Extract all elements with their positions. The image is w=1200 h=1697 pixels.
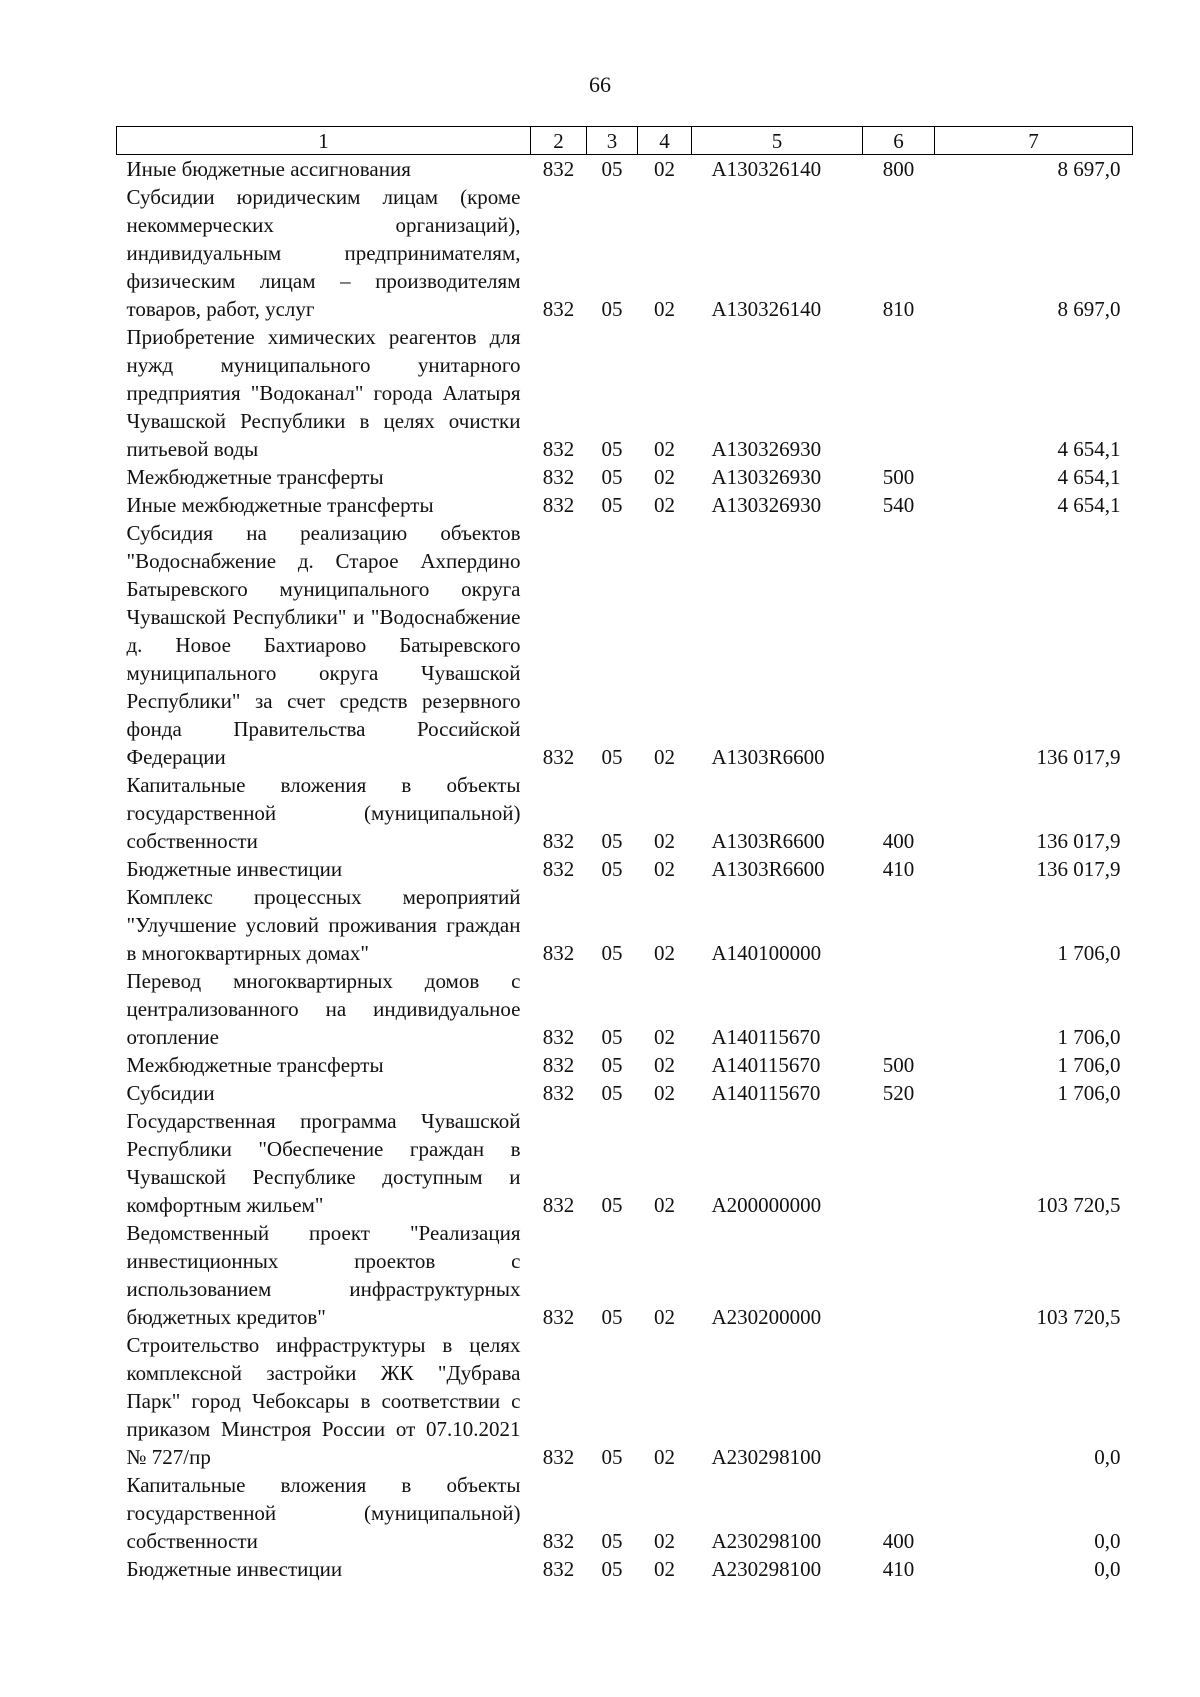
row-subsection-code: 02 (654, 857, 675, 881)
row-subsection-code: 02 (654, 941, 675, 965)
row-name-cell: Субсидия на реализацию объектов "Водоснабжение д. Старое Ахпердино Батыревского муниципального округа Чувашской Республики" и "Водоснабжение д. Новое Бахтиарово Батыревского муниципального округа Чувашской Республики" за счет средств резервного фонда Правительства Российской Федерации (126, 521, 521, 769)
row-expense-type: 410 (882, 1557, 915, 1581)
row-ministry-code: 832 (542, 1081, 575, 1105)
row-target-article: А230298100 (711, 1557, 822, 1581)
row-section-code: 05 (601, 1445, 623, 1469)
row-section-code: 05 (601, 297, 623, 321)
row-ministry-code: 832 (542, 1445, 575, 1469)
row-name-cell: Капитальные вложения в объекты государственной (муниципальной) собственности (126, 773, 521, 853)
header-row (117, 127, 1133, 155)
row-section-code: 05 (601, 465, 623, 489)
header-cell: 2 (531, 127, 587, 155)
row-subsection-code: 02 (654, 465, 675, 489)
row-target-article: А130326930 (711, 465, 822, 489)
row-section-code: 05 (601, 941, 623, 965)
row-section-code: 05 (601, 157, 623, 181)
row-target-article: А130326140 (711, 157, 822, 181)
row-expense-type: 520 (882, 1081, 915, 1105)
row-ministry-code: 832 (542, 465, 575, 489)
row-amount: 4 654,1 (1057, 437, 1121, 461)
row-amount: 136 017,9 (1036, 857, 1121, 881)
row-expense-type: 500 (882, 465, 915, 489)
row-amount: 136 017,9 (1036, 829, 1121, 853)
row-section-code: 05 (601, 745, 623, 769)
row-name-cell: Приобретение химических реагентов для нужд муниципального унитарного предприятия "Водоканал" города Алатыря Чувашской Республики в целях очистки питьевой воды (126, 325, 521, 461)
row-section-code: 05 (601, 1025, 623, 1049)
row-name-cell: Ведомственный проект "Реализация инвестиционных проектов с использованием инфраструктурных бюджетных кредитов" (126, 1221, 521, 1329)
header-cell: 4 (638, 127, 692, 155)
row-target-article: А130326930 (711, 437, 822, 461)
row-name-cell: Бюджетные инвестиции (126, 857, 343, 881)
row-name-cell: Строительство инфраструктуры в целях комплексной застройки ЖК "Дубрава Парк" город Чебоксары в соответствии с приказом Минстроя России от 07.10.2021 № 727/пр (126, 1333, 521, 1469)
row-amount: 8 697,0 (1057, 297, 1121, 321)
row-section-code: 05 (601, 1529, 623, 1553)
row-name-cell: Субсидии юридическим лицам (кроме некоммерческих организаций), индивидуальным предпринимателям, физическим лицам – производителям товаров, работ, услуг (126, 185, 521, 321)
row-section-code: 05 (601, 829, 623, 853)
row-target-article: А130326930 (711, 493, 822, 517)
row-amount: 1 706,0 (1057, 1025, 1121, 1049)
row-target-article: А1303R6600 (711, 745, 825, 769)
row-target-article: А1303R6600 (711, 857, 825, 881)
row-ministry-code: 832 (542, 745, 575, 769)
row-ministry-code: 832 (542, 1305, 575, 1329)
table-row (117, 155, 1133, 184)
row-ministry-code: 832 (542, 1529, 575, 1553)
row-section-code: 05 (601, 493, 623, 517)
table-row (117, 323, 1133, 463)
table-row (117, 1219, 1133, 1331)
row-target-article: А130326140 (711, 297, 822, 321)
row-expense-type: 800 (882, 157, 915, 181)
row-expense-type (863, 1331, 935, 1471)
row-ministry-code: 832 (542, 1193, 575, 1217)
table-row (117, 1107, 1133, 1219)
row-expense-type: 410 (882, 857, 915, 881)
table-row (117, 1555, 1133, 1583)
row-subsection-code: 02 (654, 297, 675, 321)
table-row (117, 463, 1133, 491)
row-expense-type: 500 (882, 1053, 915, 1077)
row-amount: 4 654,1 (1057, 465, 1121, 489)
row-subsection-code: 02 (654, 437, 675, 461)
row-subsection-code: 02 (654, 1025, 675, 1049)
row-amount: 103 720,5 (1036, 1305, 1121, 1329)
table-row (117, 771, 1133, 855)
row-name-cell: Капитальные вложения в объекты государственной (муниципальной) собственности (126, 1473, 521, 1553)
row-name-cell: Государственная программа Чувашской Республики "Обеспечение граждан в Чувашской Республике доступным и комфортным жильем" (126, 1109, 521, 1217)
header-cell: 3 (587, 127, 638, 155)
row-target-article: А140115670 (711, 1081, 821, 1105)
row-subsection-code: 02 (654, 493, 675, 517)
row-ministry-code: 832 (542, 1053, 575, 1077)
row-name-cell: Бюджетные инвестиции (126, 1557, 343, 1581)
row-section-code: 05 (601, 1053, 623, 1077)
row-amount: 0,0 (1094, 1529, 1121, 1553)
table-body (117, 155, 1133, 1584)
row-section-code: 05 (601, 1557, 623, 1581)
row-target-article: А230200000 (711, 1305, 822, 1329)
row-name-cell: Перевод многоквартирных домов с централизованного на индивидуальное отопление (126, 969, 521, 1049)
row-target-article: А1303R6600 (711, 829, 825, 853)
row-subsection-code: 02 (654, 157, 675, 181)
row-subsection-code: 02 (654, 1081, 675, 1105)
table-row (117, 519, 1133, 771)
row-amount: 103 720,5 (1036, 1193, 1121, 1217)
row-subsection-code: 02 (654, 1305, 675, 1329)
row-amount: 1 706,0 (1057, 941, 1121, 965)
row-ministry-code: 832 (542, 1025, 575, 1049)
row-name-cell: Комплекс процессных мероприятий "Улучшение условий проживания граждан в многоквартирных домах" (126, 885, 521, 965)
row-subsection-code: 02 (654, 1193, 675, 1217)
row-expense-type (863, 1107, 935, 1219)
row-name-cell: Межбюджетные трансферты (126, 465, 384, 489)
row-name-cell: Иные межбюджетные трансферты (126, 493, 434, 517)
row-amount: 4 654,1 (1057, 493, 1121, 517)
row-ministry-code: 832 (542, 941, 575, 965)
table-row (117, 967, 1133, 1051)
row-ministry-code: 832 (542, 157, 575, 181)
row-expense-type (863, 967, 935, 1051)
row-ministry-code: 832 (542, 829, 575, 853)
row-target-article: А140115670 (711, 1053, 821, 1077)
row-expense-type: 810 (882, 297, 915, 321)
row-target-article: А230298100 (711, 1445, 822, 1469)
row-expense-type (863, 883, 935, 967)
row-amount: 1 706,0 (1057, 1053, 1121, 1077)
header-cell: 1 (117, 127, 531, 155)
header-cell: 5 (692, 127, 863, 155)
row-target-article: А140115670 (711, 1025, 821, 1049)
table-row (117, 183, 1133, 323)
row-ministry-code: 832 (542, 493, 575, 517)
row-section-code: 05 (601, 1081, 623, 1105)
row-amount: 0,0 (1094, 1445, 1121, 1469)
row-amount: 8 697,0 (1057, 157, 1121, 181)
row-target-article: А200000000 (711, 1193, 822, 1217)
row-name-cell: Иные бюджетные ассигнования (126, 157, 411, 181)
row-subsection-code: 02 (654, 1053, 675, 1077)
row-section-code: 05 (601, 1305, 623, 1329)
row-expense-type: 400 (882, 829, 915, 853)
row-ministry-code: 832 (542, 857, 575, 881)
page-number: 66 (589, 72, 611, 97)
row-expense-type (863, 1219, 935, 1331)
row-expense-type: 540 (882, 493, 915, 517)
row-target-article: А230298100 (711, 1529, 822, 1553)
row-target-article: А140100000 (711, 941, 822, 965)
row-subsection-code: 02 (654, 1529, 675, 1553)
row-section-code: 05 (601, 437, 623, 461)
row-amount: 1 706,0 (1057, 1081, 1121, 1105)
row-expense-type: 400 (882, 1529, 915, 1553)
row-name-cell: Субсидии (126, 1081, 215, 1105)
row-amount: 0,0 (1094, 1557, 1121, 1581)
table-row (117, 1331, 1133, 1471)
table-row (117, 1051, 1133, 1079)
table-row (117, 1471, 1133, 1555)
row-name-cell: Межбюджетные трансферты (126, 1053, 384, 1077)
header-cell: 7 (935, 127, 1133, 155)
row-expense-type (863, 519, 935, 771)
row-subsection-code: 02 (654, 1445, 675, 1469)
row-expense-type (863, 323, 935, 463)
row-subsection-code: 02 (654, 1557, 675, 1581)
table-row (117, 1079, 1133, 1107)
table-row (117, 855, 1133, 883)
table-row (117, 883, 1133, 967)
budget-table (116, 126, 1133, 1583)
row-section-code: 05 (601, 857, 623, 881)
table-header (117, 127, 1133, 155)
row-ministry-code: 832 (542, 1557, 575, 1581)
row-ministry-code: 832 (542, 297, 575, 321)
row-subsection-code: 02 (654, 829, 675, 853)
row-subsection-code: 02 (654, 745, 675, 769)
row-section-code: 05 (601, 1193, 623, 1217)
row-amount: 136 017,9 (1036, 745, 1121, 769)
header-cell: 6 (863, 127, 935, 155)
table-row (117, 491, 1133, 519)
row-ministry-code: 832 (542, 437, 575, 461)
